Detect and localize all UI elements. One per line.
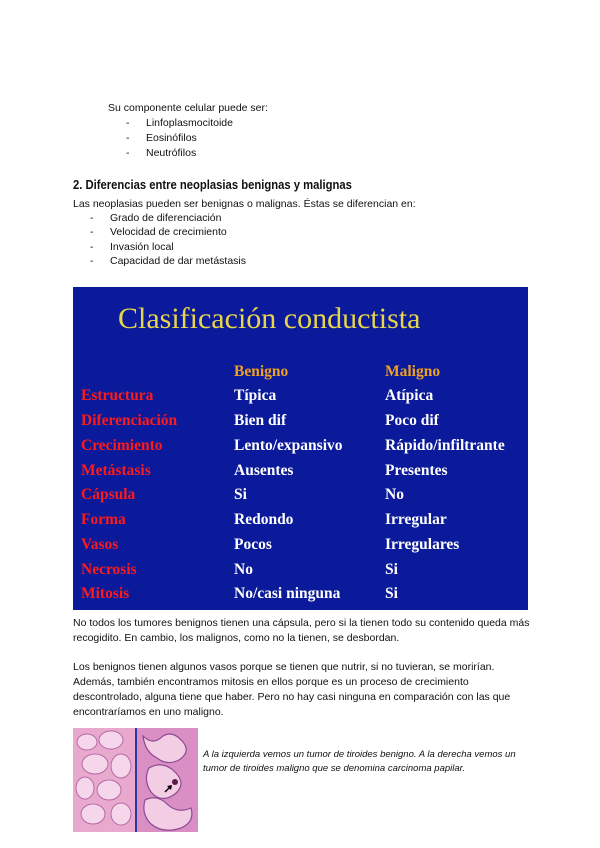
paragraph: Los benignos tienen algunos vasos porque se tienen que nutrir, si no tuvieran, se morirían. Además, también encontramos mitosis en ellos porque es un proceso de crecimiento descontrolado, alguna tiene que haber. Pero no hay casi ninguna en comparación con las que encontraríamos en uno maligno. [73, 661, 511, 718]
benign-value: Pocos [234, 536, 272, 553]
figure-caption: A la izquierda vemos un tumor de tiroides benigno. A la derecha vemos un tumor de tiroides maligno que se denomina carcinoma papilar. [203, 749, 516, 774]
section-title: 2. Diferencias entre neoplasias benignas y malignas [73, 178, 352, 192]
row-label: Necrosis [81, 561, 137, 578]
slide-row [73, 585, 528, 609]
slide-row [73, 437, 528, 461]
list-item: - Eosinófilos [126, 132, 197, 144]
malign-value: Si [385, 585, 398, 602]
list-item: - Capacidad de dar metástasis [90, 255, 246, 267]
list-item: - Linfoplasmocitoide [126, 117, 233, 129]
row-label: Forma [81, 511, 126, 528]
benign-value: Bien dif [234, 412, 287, 429]
benign-value: Típica [234, 387, 277, 404]
list-item: - Velocidad de crecimiento [90, 226, 227, 238]
malign-value: Poco dif [385, 412, 439, 429]
slide-title: Clasificación conductista [118, 302, 421, 335]
malign-value: Irregular [385, 511, 447, 528]
row-label: Mitosis [81, 585, 130, 602]
malign-value: Irregulares [385, 536, 460, 553]
malign-value: Si [385, 561, 398, 578]
malign-value: Rápido/infiltrante [385, 437, 505, 454]
slide-row [73, 511, 528, 535]
benign-value: No/casi ninguna [234, 585, 341, 602]
row-label: Crecimiento [81, 437, 163, 454]
classification-slide [73, 287, 528, 610]
slide-row [73, 561, 528, 585]
slide-row [73, 412, 528, 436]
benign-value: No [234, 561, 253, 578]
row-label: Metástasis [81, 462, 151, 479]
malign-value: Atípica [385, 387, 434, 404]
slide-row [73, 462, 528, 486]
row-label: Diferenciación [81, 412, 178, 429]
row-label: Vasos [81, 536, 119, 553]
intro-heading: Su componente celular puede ser: [108, 102, 268, 114]
column-header-malign: Maligno [385, 363, 441, 380]
benign-value: Si [234, 486, 247, 503]
list-item: - Grado de diferenciación [90, 212, 222, 224]
row-label: Cápsula [81, 486, 136, 503]
slide-row [73, 387, 528, 411]
slide-row [73, 536, 528, 560]
malign-value: Presentes [385, 462, 448, 479]
benign-value: Ausentes [234, 462, 294, 479]
histology-image [73, 728, 198, 832]
malign-value: No [385, 486, 404, 503]
list-item: - Invasión local [90, 241, 174, 253]
paragraph: No todos los tumores benignos tienen una cápsula, pero si la tienen todo su contenido queda más recogidito. En cambio, los malignos, como no la tienen, se desbordan. [73, 617, 530, 644]
section-lead: Las neoplasias pueden ser benignas o malignas. Éstas se diferencian en: [73, 198, 416, 210]
row-label: Estructura [81, 387, 154, 404]
benign-value: Redondo [234, 511, 294, 528]
list-item: - Neutrófilos [126, 147, 197, 159]
slide-row [73, 486, 528, 510]
benign-value: Lento/expansivo [234, 437, 343, 454]
column-header-benign: Benigno [234, 363, 289, 380]
